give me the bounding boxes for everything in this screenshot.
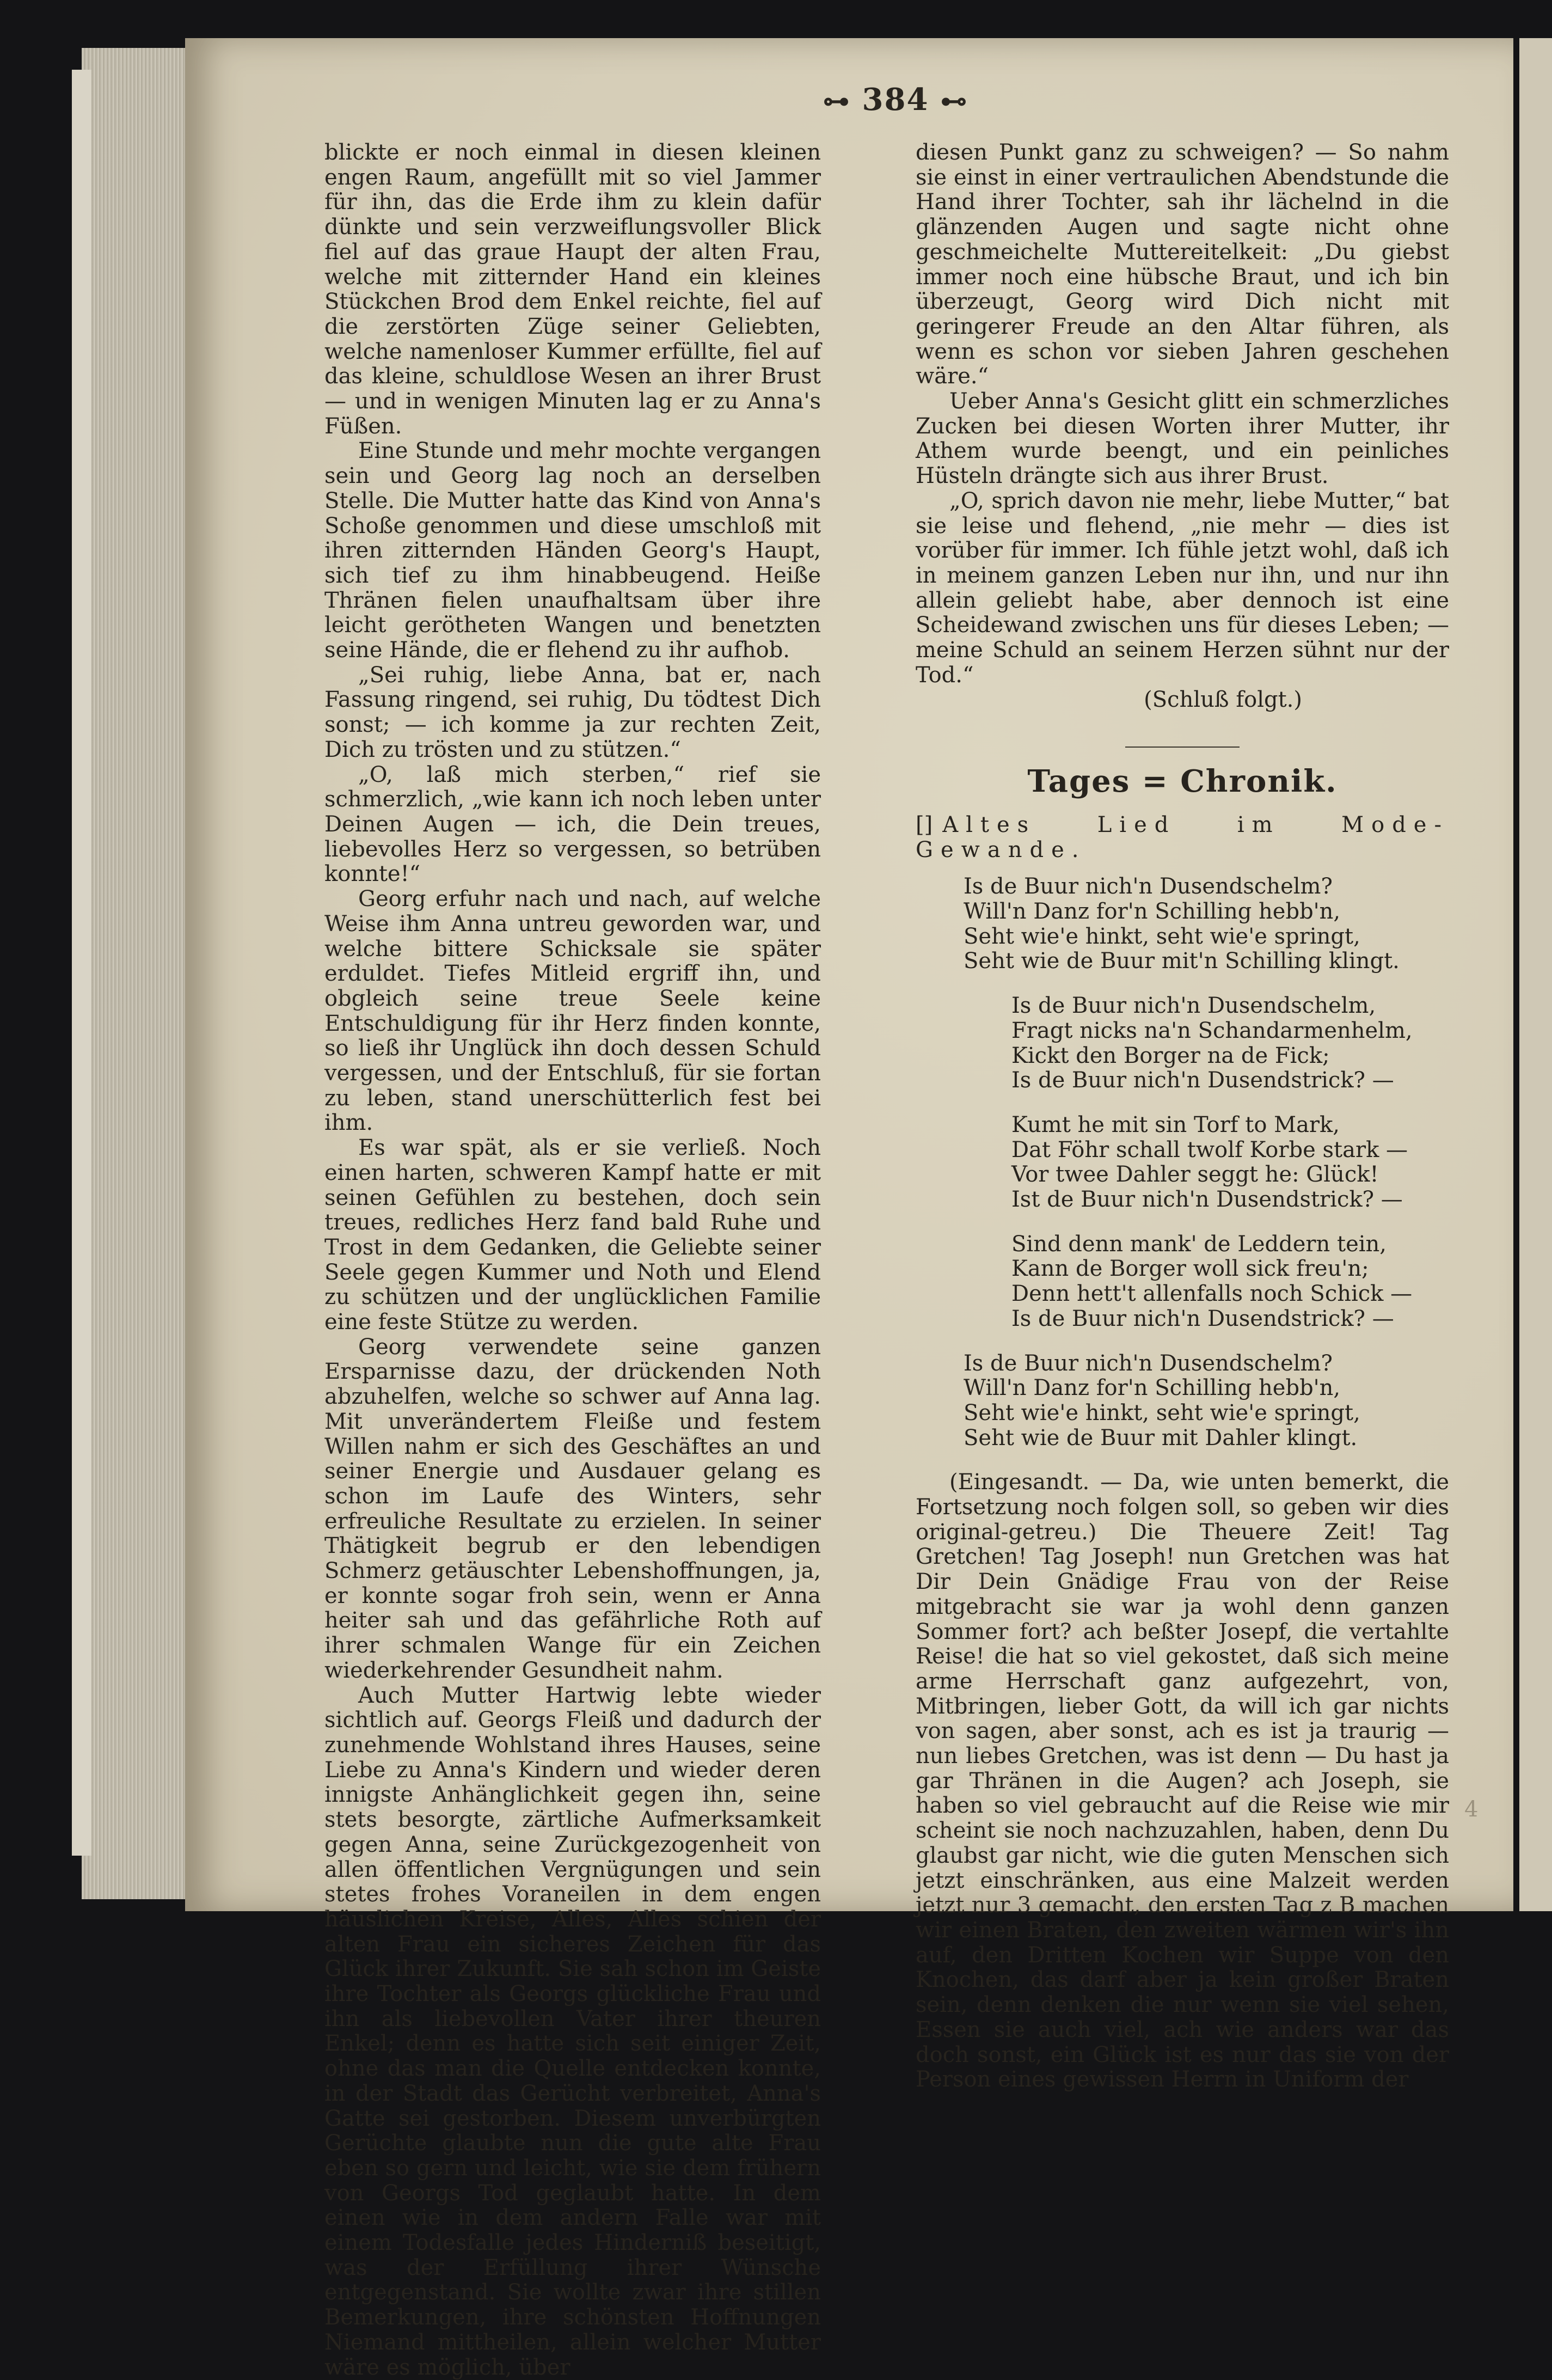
- poem-stanza: [916, 1232, 1449, 1332]
- poem-line: Is de Buur nich'n Dusendstrick? —: [1011, 1068, 1394, 1093]
- paragraph: blickte er noch einmal in diesen kleinen engen Raum, angefüllt mit so viel Jammer für ihn, das die Erde ihm zu klein dafür dünkte und sein verzweiflungsvoller Blick fiel auf das graue Haupt der alten Frau, welche mit zitternder Hand ein kleines Stückchen Brod dem Enkel reichte, fiel auf die zerstörten Züge seiner Geliebten, welche namenloser Kummer erfüllte, fiel auf das kleine, schuldlose Wesen an ihrer Brust — und in wenigen Minuten lag er zu Anna's Füßen.: [324, 140, 821, 439]
- item-marker: []: [916, 812, 933, 837]
- next-page-edge: [1519, 38, 1552, 1911]
- poem-line: Is de Buur nich'n Dusendstrick? —: [1011, 1306, 1394, 1331]
- poem-line: Will'n Danz for'n Schilling hebb'n,: [964, 1375, 1341, 1401]
- item-title-text: Altes Lied im Mode-Gewande.: [916, 812, 1449, 862]
- poem-line: Seht wie de Buur mit Dahler klingt.: [964, 1425, 1358, 1451]
- section-divider: [1125, 747, 1240, 748]
- paragraph: „Sei ruhig, liebe Anna, bat er, nach Fassung ringend, sei ruhig, Du tödtest Dich sonst; — ich komme ja zur rechten Zeit, Dich zu trösten und zu stützen.“: [324, 662, 821, 762]
- poem-stanza: [916, 874, 1449, 974]
- poem-line: Will'n Danz for'n Schilling hebb'n,: [964, 898, 1341, 924]
- poem-line: Seht wie'e hinkt, seht wie'e springt,: [964, 1400, 1360, 1425]
- poem-line: Is de Buur nich'n Dusendschelm?: [964, 874, 1333, 900]
- paragraph: Es war spät, als er sie verließ. Noch einen harten, schweren Kampf hatte er mit seinen Gefühlen zu bestehen, doch sein treues, redliches Herz fand bald Ruhe und Trost in dem Gedanken, die Geliebte seiner Seele gegen Kummer und Noth und Elend zu schützen und der unglücklichen Familie eine feste Stütze zu werden.: [324, 1135, 821, 1335]
- page-number: [795, 82, 996, 118]
- paragraph: Auch Mutter Hartwig lebte wieder sichtlich auf. Georgs Fleiß und dadurch der zunehmende Wohlstand ihres Hauses, seine Liebe zu Anna's Kindern und wieder deren innigste Anhänglichkeit gegen ihn, seine stets besorgte, zärtliche Aufmerksamkeit gegen Anna, seine Zurückgezogenheit von allen öffentlichen Vergnügungen und sein stetes frohes Voraneilen in dem engen häuslichen Kreise, Alles, Alles schien der alten Frau ein sicheres Zeichen für das Glück ihrer Zukunft. Sie sah schon im Geiste ihre Tochter als Georgs glückliche Frau und ihn als liebevollen Vater ihrer theuren Enkel; denn es hatte sich seit einiger Zeit, ohne das man die Quelle entdecken konnte, in der Stadt das Gerücht verbreitet, Anna's Gatte sei gestorben. Diesem unverbürgten Gerüchte glaubte nun die gute alte Frau eben so gern und leicht, wie sie dem frühern von Georgs Tod geglaubt hatte. In dem einen wie in dem andern Falle war mit einem Todesfalle jedes Hinderniß beseitigt, was der Erfüllung ihrer Wünsche entgegenstand. Sie wollte zwar ihre stillen Bemerkungen, ihre schönsten Hoffnungen Niemand mittheilen, allein welcher Mutter wäre es möglich, über: [324, 1682, 821, 2380]
- closing-paragraph: (Eingesandt. — Da, wie unten bemerkt, die Fortsetzung noch folgen soll, so geben wir dies original-getreu.) Die Theuere Zeit! Tag Gretchen! Tag Joseph! nun Gretchen was hat Dir Dein Gnädige Frau von der Reise mitgebracht sie war ja wohl denn ganzen Sommer fort? ach beßter Josepf, die vertahlte Reise! die hat so viel gekostet, daß sich meine arme Herrschaft ganz aufgezehrt, von, Mitbringen, lieber Gott, da will ich gar nichts von sagen, aber sonst, ach es ist ja traurig — nun liebes Gretchen, was ist denn — Du hast ja gar Thränen in die Augen? ach Joseph, sie haben so viel gebraucht auf die Reise wie mir scheint sie noch nachzuzahlen, haben, denn Du glaubst gar nicht, wie die guten Menschen sich jetzt einschränken, aus eine Malzeit werden jetzt nur 3 gemacht, den ersten Tag z B machen wir einen Braten, den zweiten wärmen wir's ihn auf, den Dritten Kochen wir Suppe von den Knochen, das darf aber ja kein großer Braten sein, denn denken die nur wenn sie viel sehen, Essen sie auch viel, ach wie anders war das doch sonst, ein Glück ist es nur das sie von der Person eines gewissen Herrn in Uniform der: [916, 1470, 1449, 2093]
- paragraph: Georg erfuhr nach und nach, auf welche Weise ihm Anna untreu geworden war, und welche bittere Schicksale sie später erduldet. Tiefes Mitleid ergriff ihn, und obgleich seine treue Seele keine Entschuldigung für ihr Herz finden konnte, so ließ ihr Unglück ihn doch dessen Schuld vergessen, und der Entschluß, für sie fortan zu leben, stand unerschütterlich fest bei ihm.: [324, 886, 821, 1136]
- right-column: [916, 140, 1449, 2093]
- margin-pencil-mark: 4: [1464, 1797, 1479, 1822]
- poem-line: Ist de Buur nich'n Dusendstrick? —: [1011, 1187, 1403, 1213]
- poem-line: Fragt nicks na'n Schandarmenhelm,: [1011, 1018, 1413, 1043]
- section-heading: Tages = Chronik.: [1027, 763, 1338, 800]
- paragraph: diesen Punkt ganz zu schweigen? — So nahm sie einst in einer vertraulichen Abendstunde die Hand ihrer Tochter, sah ihr lächelnd in die glänzenden Augen und sagte nicht ohne geschmeichelte Muttereitelkeit: „Du giebst immer noch eine hübsche Braut, und ich bin überzeugt, Georg wird Dich nicht mit geringerer Freude an den Altar führen, als wenn es schon vor sieben Jahren geschehen wäre.“: [916, 140, 1449, 389]
- poem-line: Vor twee Dahler seggt he: Glück!: [1011, 1162, 1379, 1188]
- item-title: [916, 813, 1449, 862]
- poem-stanza: [916, 1113, 1449, 1213]
- poem-line: Seht wie'e hinkt, seht wie'e springt,: [964, 923, 1360, 949]
- poem-line: Kann de Borger woll sick freu'n;: [1011, 1256, 1369, 1282]
- poem-stanza: [916, 994, 1449, 1093]
- paragraph: „O, laß mich sterben,“ rief sie schmerzlich, „wie kann ich noch leben unter Deinen Augen — ich, die Dein treues, liebevolles Herz so vergessen, so betrüben konnte!“: [324, 762, 821, 887]
- poem-line: Is de Buur nich'n Dusendschelm,: [1011, 993, 1376, 1019]
- book-page-edges: [82, 48, 196, 1899]
- paragraph: „O, sprich davon nie mehr, liebe Mutter,“ bat sie leise und flehend, „nie mehr — dies ist vorüber für immer. Ich fühle jetzt wohl, daß ich in meinem ganzen Leben nur ihn, und nur ihn allein geliebt habe, aber dennoch ist eine Scheidewand zwischen uns für dieses Leben; — meine Schuld an seinem Herzen sühnt nur der Tod.“: [916, 488, 1449, 688]
- book-cover-edge: [72, 70, 91, 1856]
- poem-stanza: [916, 1351, 1449, 1451]
- ornament-left-icon: ⊶: [823, 86, 851, 117]
- page-number-text: 384: [862, 82, 929, 118]
- poem-line: Is de Buur nich'n Dusendschelm?: [964, 1350, 1333, 1376]
- poem-line: Denn hett't allenfalls noch Schick —: [1011, 1281, 1413, 1307]
- poem-line: Dat Föhr schall twolf Korbe stark —: [1011, 1137, 1408, 1163]
- paragraph: Eine Stunde und mehr mochte vergangen sein und Georg lag noch an derselben Stelle. Die Mutter hatte das Kind von Anna's Schoße genommen und diese umschloß mit ihren zitternden Händen Georg's Haupt, sich tief zu ihm hinabbeugend. Heiße Thränen fielen unaufhaltsam über ihre leicht gerötheten Wangen und benetzten seine Hände, die er flehend zu ihr aufhob.: [324, 438, 821, 663]
- poem-line: Seht wie de Buur mit'n Schilling klingt.: [964, 949, 1400, 974]
- paragraph: Georg verwendete seine ganzen Ersparnisse dazu, der drückenden Noth abzuhelfen, welche so schwer auf Anna lag. Mit unverändertem Fleiße und festem Willen nahm er sich des Geschäftes an und seiner Energie und Ausdauer gelang es schon im Laufe des Winters, sehr erfreuliche Resultate zu erzielen. In seiner Thätigkeit begrub er den lebendigen Schmerz getäuschter Lebenshoffnungen, ja, er konnte sogar froh sein, wenn er Anna heiter sah und das gefährliche Roth auf ihrer schmalen Wange für ein Zeichen wiederkehrender Gesundheit nahm.: [324, 1334, 821, 1683]
- left-column: [324, 140, 821, 2380]
- continued-note: (Schluß folgt.): [1144, 687, 1302, 713]
- ornament-right-icon: ⊷: [940, 86, 968, 117]
- paragraph: Ueber Anna's Gesicht glitt ein schmerzliches Zucken bei diesen Worten ihrer Mutter, ihr Athem wurde beengt, und ein peinliches Hüsteln drängte sich aus ihrer Brust.: [916, 389, 1449, 489]
- poem-line: Sind denn mank' de Leddern tein,: [1011, 1231, 1387, 1257]
- poem-line: Kickt den Borger na de Fick;: [1011, 1043, 1330, 1068]
- poem-line: Kumt he mit sin Torf to Mark,: [1011, 1112, 1340, 1137]
